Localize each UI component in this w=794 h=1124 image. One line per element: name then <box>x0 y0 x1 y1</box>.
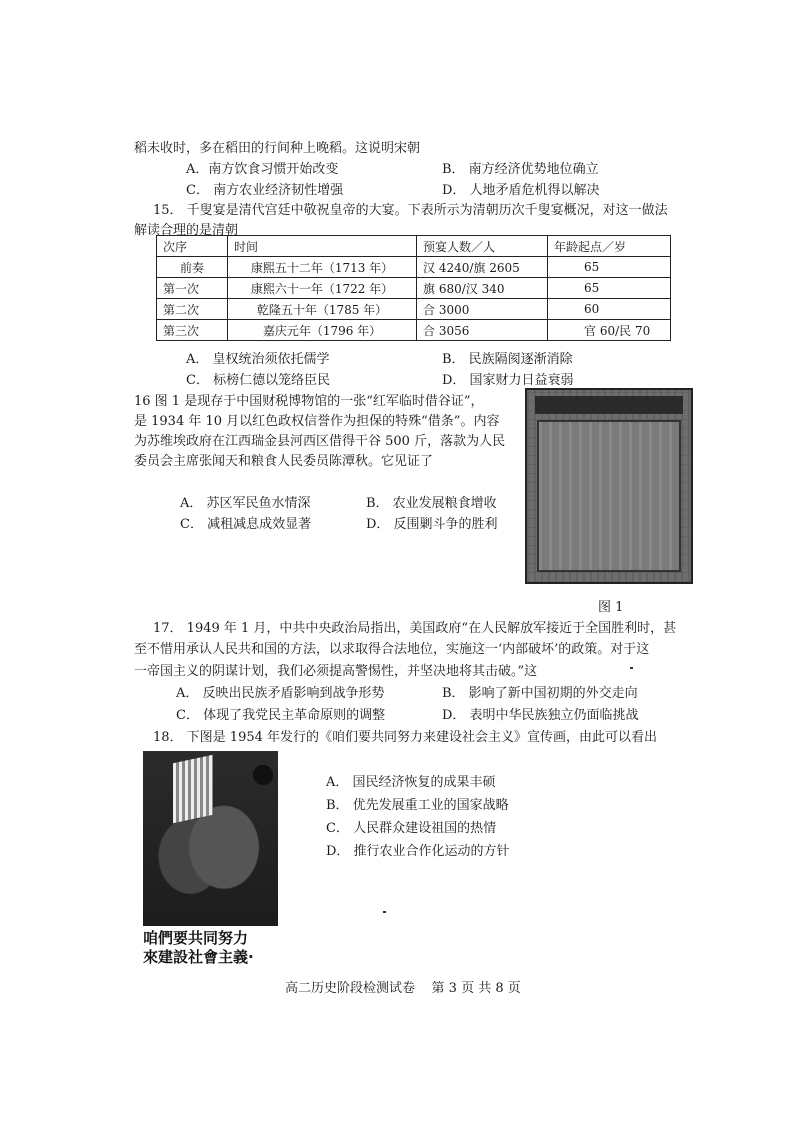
q17-option-d[interactable]: D． 表明中华民族独立仍面临挑战 <box>442 708 639 723</box>
table-cell: 第三次 <box>157 320 228 341</box>
q16-option-a[interactable]: A． 苏区军民鱼水情深 <box>180 496 311 511</box>
q16-stem-line2: 是 1934 年 10 月以红色政权信誉作为担保的特殊“借条”。内容 <box>134 414 500 429</box>
table-cell: 乾隆五十年（1785 年） <box>228 299 417 320</box>
q15-stem-line1: 15． 千叟宴是清代宫廷中敬祝皇帝的大宴。下表所示为清朝历次千叟宴概况，对这一做法 <box>153 203 668 218</box>
q18-stem: 18． 下图是 1954 年发行的《咱们要共同努力来建设社会主义》宣传画，由此可以看出 <box>153 730 658 745</box>
grain-loan-certificate-photo <box>525 388 693 584</box>
page-footer: 高二历史阶段检测试卷 第 3 页 共 8 页 <box>285 981 521 996</box>
propaganda-poster <box>143 751 288 966</box>
table-cell: 嘉庆元年（1796 年） <box>228 320 417 341</box>
q17-option-b[interactable]: B． 影响了新中国初期的外交走向 <box>442 686 638 701</box>
q15-option-d[interactable]: D． 国家财力日益衰弱 <box>442 373 574 388</box>
q14-option-c[interactable]: C． 南方农业经济韧性增强 <box>186 183 344 198</box>
q16-stem-line4: 委员会主席张闻天和粮食人民委员陈潭秋。它见证了 <box>134 454 434 469</box>
table-row <box>157 320 671 341</box>
q17-stem-line3: 一帝国主义的阴谋计划，我们必须提高警惕性，并坚决地将其击破。”这 <box>134 664 538 679</box>
figure-1-caption: 图 1 <box>598 600 624 615</box>
table-cell: 第一次 <box>157 278 228 299</box>
q15-stem-line2: 解读合理的是清朝 <box>134 223 239 238</box>
table-cell: 康熙六十一年（1722 年） <box>228 278 417 299</box>
table-cell: 前奏 <box>157 257 228 278</box>
q16-option-d[interactable]: D． 反围剿斗争的胜利 <box>366 517 498 532</box>
q16-stem-line1: 16 图 1 是现存于中国财税博物馆的一张“红军临时借谷证”， <box>134 394 484 409</box>
table-row <box>157 257 671 278</box>
poster-foliage <box>248 755 278 795</box>
q17-stem-line2: 至不惜用承认人民共和国的方法，以求取得合法地位，实施这一‘内部破坏’的政策。对于这 <box>134 642 650 657</box>
table-cell: 汉 4240/旗 2605 <box>417 257 548 278</box>
table-row <box>157 278 671 299</box>
certificate-header-band <box>535 396 683 414</box>
q14-option-d[interactable]: D． 人地矛盾危机得以解决 <box>442 183 600 198</box>
table-header-row <box>157 236 671 257</box>
poster-flag <box>173 755 213 824</box>
q17-option-c[interactable]: C． 体现了我党民主革命原则的调整 <box>176 708 386 723</box>
q17-stem-line1: 17． 1949 年 1 月，中共中央政治局指出，美国政府“在人民解放军接近于全国胜利时，甚 <box>153 621 677 636</box>
poster-caption-line2: 來建設社會主義· <box>143 948 254 966</box>
table-header-cell: 预宴人数／人 <box>417 236 548 257</box>
table-row <box>157 299 671 320</box>
poster-illustration <box>143 751 278 926</box>
q17-option-a[interactable]: A． 反映出民族矛盾影响到战争形势 <box>176 686 385 701</box>
q18-option-a[interactable]: A． 国民经济恢复的成果丰硕 <box>326 775 496 790</box>
table-cell: 65 <box>548 278 671 299</box>
scan-speck <box>630 667 633 669</box>
q16-stem-line3: 为苏维埃政府在江西瑞金县河西区借得干谷 500 斤，落款为人民 <box>134 434 506 449</box>
table-header-cell: 时间 <box>228 236 417 257</box>
q16-option-c[interactable]: C． 减租减息成效显著 <box>180 517 312 532</box>
certificate-body <box>537 420 681 572</box>
q15-table <box>156 235 671 341</box>
table-cell: 旗 680/汉 340 <box>417 278 548 299</box>
table-cell: 第二次 <box>157 299 228 320</box>
q15-option-a[interactable]: A． 皇权统治须依托儒学 <box>186 352 330 367</box>
q15-option-b[interactable]: B． 民族隔阂逐渐消除 <box>442 352 573 367</box>
q18-option-c[interactable]: C． 人民群众建设祖国的热情 <box>326 821 497 836</box>
scan-speck <box>383 911 386 913</box>
q14-option-a[interactable]: A．南方饮食习惯开始改变 <box>186 162 339 177</box>
q15-option-c[interactable]: C． 标榜仁德以笼络臣民 <box>186 373 331 388</box>
table-cell: 60 <box>548 299 671 320</box>
table-cell: 康熙五十二年（1713 年） <box>228 257 417 278</box>
table-cell: 合 3056 <box>417 320 548 341</box>
table-cell: 65 <box>548 257 671 278</box>
q16-option-b[interactable]: B． 农业发展粮食增收 <box>366 496 497 511</box>
q18-option-d[interactable]: D． 推行农业合作化运动的方针 <box>326 844 510 859</box>
q14-option-b[interactable]: B． 南方经济优势地位确立 <box>442 162 599 177</box>
q18-option-b[interactable]: B． 优先发展重工业的国家战略 <box>326 798 509 813</box>
table-header-cell: 年龄起点／岁 <box>548 236 671 257</box>
table-header-cell: 次序 <box>157 236 228 257</box>
table-cell: 官 60/民 70 <box>548 320 671 341</box>
q14-stem-tail: 稻未收时，多在稻田的行间种上晚稻。这说明宋朝 <box>134 141 421 156</box>
table-cell: 合 3000 <box>417 299 548 320</box>
poster-caption <box>143 929 288 967</box>
poster-caption-line1: 咱們要共同努力 <box>143 929 249 947</box>
